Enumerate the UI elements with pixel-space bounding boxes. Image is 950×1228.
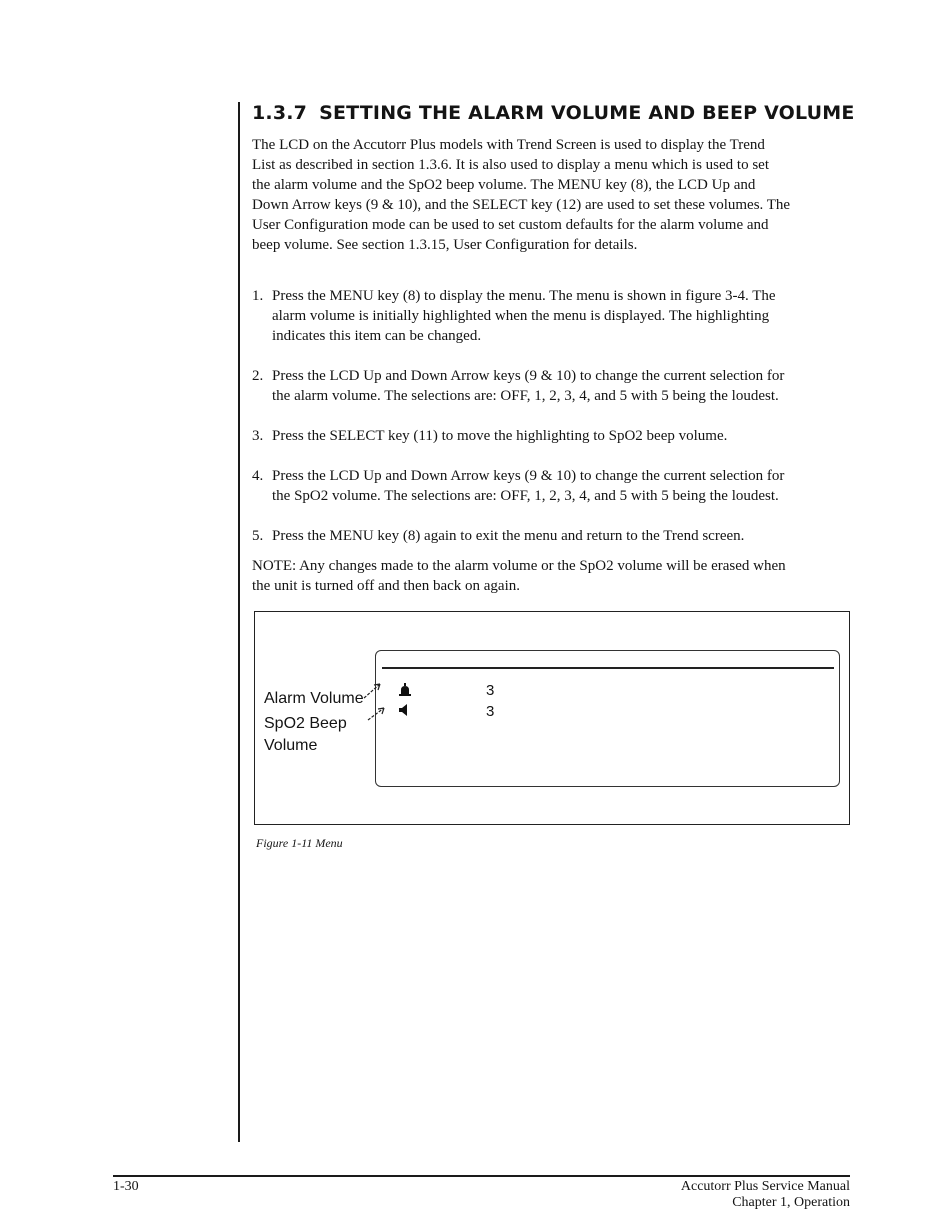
section-number: 1.3.7 <box>252 102 308 124</box>
intro-line: beep volume. See section 1.3.15, User Configuration for details. <box>252 237 638 253</box>
note-label: NOTE: <box>252 558 297 574</box>
intro-line: The LCD on the Accutorr Plus models with Trend Screen is used to display the Trend <box>252 137 765 153</box>
step-item <box>252 286 852 346</box>
step-item <box>252 366 852 406</box>
margin-rule <box>238 102 240 1142</box>
speaker-icon <box>397 703 413 717</box>
note-line <box>252 556 852 576</box>
step-line: alarm volume is initially highlighted when the menu is displayed. The highlighting <box>272 308 770 324</box>
step-line: indicates this item can be changed. <box>272 328 482 344</box>
step-number: 4. <box>252 468 264 484</box>
lcd-screen <box>375 650 840 787</box>
intro-line: User Configuration mode can be used to set custom defaults for the alarm volume and <box>252 217 769 233</box>
step-number: 3. <box>252 428 264 444</box>
section-heading <box>252 102 872 124</box>
step-number: 1. <box>252 288 264 304</box>
intro-line: Down Arrow keys (9 & 10), and the SELECT key (12) are used to set these volumes. The <box>252 197 791 213</box>
steps-list <box>252 286 852 566</box>
note-paragraph <box>252 556 852 596</box>
intro-line: List as described in section 1.3.6. It is also used to display a menu which is used to set <box>252 157 770 173</box>
bell-icon <box>397 682 413 698</box>
spo2-beep-label <box>264 713 347 757</box>
spo2-label-line: SpO2 Beep <box>264 715 347 732</box>
step-line: Press the LCD Up and Down Arrow keys (9 & 10) to change the current selection for <box>272 368 785 384</box>
figure-caption: Figure 1-11 Menu <box>256 836 343 850</box>
step-item <box>252 526 852 546</box>
step-item <box>252 466 852 506</box>
chapter-title: Chapter 1, Operation <box>732 1195 850 1210</box>
manual-title: Accutorr Plus Service Manual <box>680 1179 850 1194</box>
step-line: Press the SELECT key (11) to move the highlighting to SpO2 beep volume. <box>272 428 728 444</box>
alarm-volume-label: Alarm Volume <box>264 690 364 707</box>
note-text: Any changes made to the alarm volume or the SpO2 volume will be erased when <box>296 558 786 574</box>
note-line: the unit is turned off and then back on again. <box>252 578 520 594</box>
step-number: 5. <box>252 528 264 544</box>
intro-paragraph <box>252 135 852 255</box>
spo2-label-line: Volume <box>264 737 318 754</box>
intro-line: the alarm volume and the SpO2 beep volume. The MENU key (8), the LCD Up and <box>252 177 756 193</box>
spo2-volume-value: 3 <box>486 703 495 720</box>
section-title: SETTING THE ALARM VOLUME AND BEEP VOLUME <box>319 102 855 124</box>
step-line: the alarm volume. The selections are: OFF, 1, 2, 3, 4, and 5 with 5 being the loudest. <box>272 388 779 404</box>
footer-rule <box>113 1175 850 1177</box>
step-line: the SpO2 volume. The selections are: OFF, 1, 2, 3, 4, and 5 with 5 being the loudest. <box>272 488 779 504</box>
lcd-divider <box>382 667 834 669</box>
footer-info <box>681 1179 850 1211</box>
step-line: Press the LCD Up and Down Arrow keys (9 & 10) to change the current selection for <box>272 468 785 484</box>
step-number: 2. <box>252 368 264 384</box>
page-number: 1-30 <box>113 1179 139 1194</box>
step-line: Press the MENU key (8) again to exit the menu and return to the Trend screen. <box>272 528 745 544</box>
callout-arrows <box>360 672 430 732</box>
alarm-volume-value: 3 <box>486 682 495 699</box>
step-line: Press the MENU key (8) to display the menu. The menu is shown in figure 3-4. The <box>272 288 776 304</box>
step-item <box>252 426 852 446</box>
